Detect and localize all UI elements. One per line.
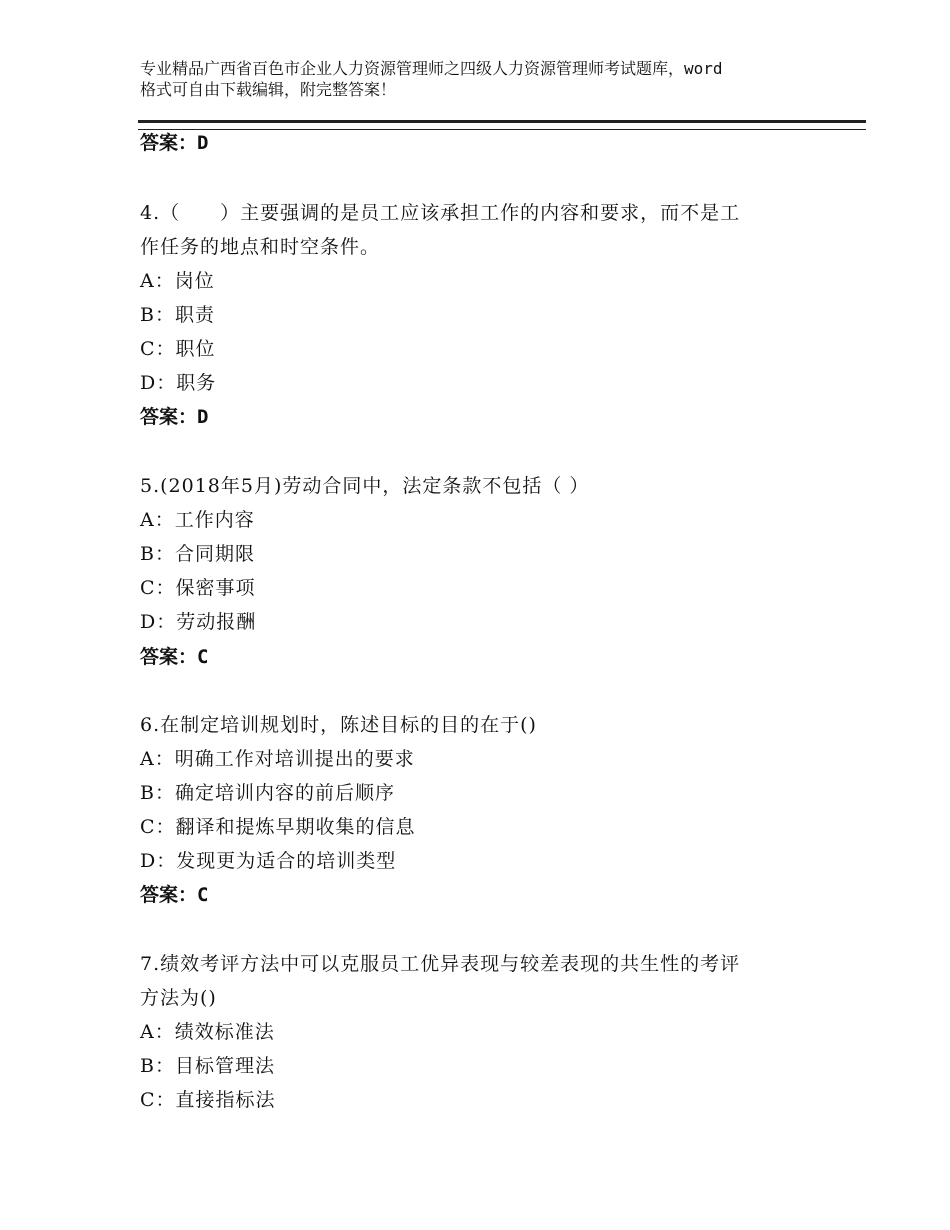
question-5-text-line-1: 5.(2018年5月)劳动合同中，法定条款不包括（ ） [140,475,590,497]
question-4-option-c: C：职位 [140,338,216,360]
question-6-option-b: B：确定培训内容的前后顺序 [140,782,395,804]
question-4-answer: 答案：D [140,406,209,428]
question-7-text-line-1: 7.绩效考评方法中可以克服员工优异表现与较差表现的共生性的考评 [140,953,741,975]
question-4-option-a: A：岗位 [140,270,215,292]
question-6-option-c: C：翻译和提炼早期收集的信息 [140,816,416,838]
question-5-option-c: C：保密事项 [140,577,256,599]
question-6-answer: 答案：C [140,884,209,906]
question-5-option-b: B：合同期限 [140,543,255,565]
question-4-text-line-2: 作任务的地点和时空条件。 [140,236,381,258]
answer-previous: 答案：D [140,132,209,154]
header-line-2: 格式可自由下载编辑，附完整答案！ [140,80,397,99]
header-line-1: 专业精品广西省百色市企业人力资源管理师之四级人力资源管理师考试题库，word [140,59,723,78]
page-header [140,58,830,100]
question-7-option-c: C：直接指标法 [140,1089,276,1111]
question-7-option-a: A：绩效标准法 [140,1021,275,1043]
question-4-text-line-1: 4.（ ）主要强调的是员工应该承担工作的内容和要求，而不是工 [140,202,741,224]
header-divider [138,120,866,130]
question-6-option-d: D：发现更为适合的培训类型 [140,850,397,872]
question-7-option-b: B：目标管理法 [140,1055,275,1077]
question-5-option-d: D：劳动报酬 [140,611,257,633]
question-4-option-b: B：职责 [140,304,215,326]
question-6-option-a: A：明确工作对培训提出的要求 [140,748,415,770]
question-4-option-d: D：职务 [140,372,217,394]
question-6-text-line-1: 6.在制定培训规划时，陈述目标的目的在于() [140,714,537,736]
question-5-answer: 答案：C [140,646,209,668]
question-7-text-line-2: 方法为() [140,987,217,1009]
question-5-option-a: A：工作内容 [140,509,255,531]
